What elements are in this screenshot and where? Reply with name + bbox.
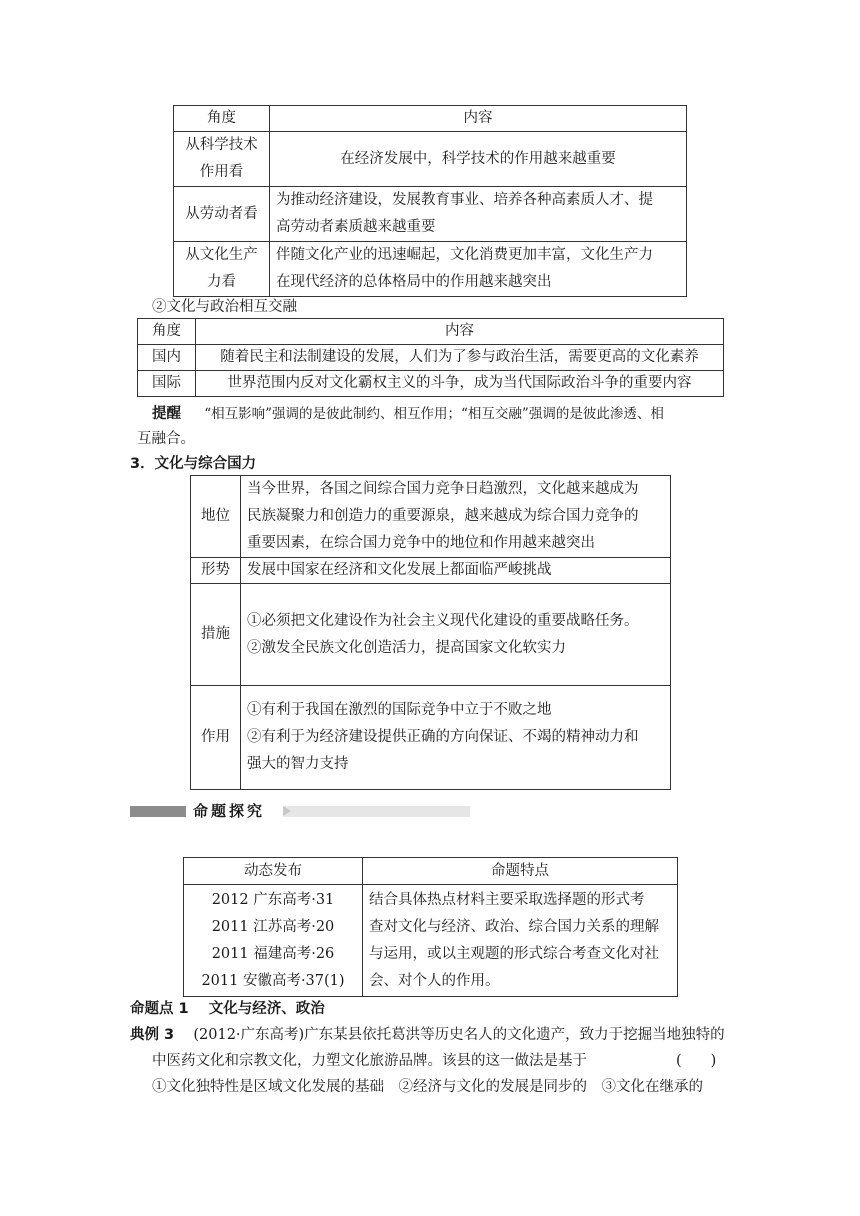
section-heading: 命题探究 — [193, 802, 266, 820]
section-title-culture-national-power: 3．文化与综合国力 — [130, 456, 257, 472]
table-cell-angle: 从科学技术 作用看 — [174, 132, 270, 187]
section-bar-decoration — [283, 806, 470, 817]
table-cell-label: 作用 — [191, 686, 241, 790]
table-cell-label: 措施 — [191, 584, 241, 686]
table-cell-content: ①有利于我国在激烈的国际竞争中立于不败之地 ②有利于为经济建设提供正确的方向保证、不竭的精神动力和 强大的智力支持 — [241, 686, 671, 790]
table-cell-content: 随着民主和法制建设的发展，人们为了参与政治生活，需要更高的文化素养 — [196, 345, 724, 371]
table-cell-label: 地位 — [191, 476, 241, 558]
table-header-cell: 内容 — [196, 319, 724, 345]
example-line-3: ①文化独特性是区域文化发展的基础 ②经济与文化的发展是同步的 ③文化在继承的 — [152, 1079, 703, 1095]
exam-analysis-table — [183, 857, 678, 997]
table-cell-angle: 国际 — [138, 371, 196, 397]
proposition-point-title: 文化与经济、政治 — [208, 1001, 325, 1017]
proposition-point-heading — [130, 998, 325, 1020]
reminder-label: 提醒 — [152, 406, 181, 422]
table-cell-features: 结合具体热点材料主要采取选择题的形式考 查对文化与经济、政治、综合国力关系的理解 与运用，或以主观题的形式综合考查文化对社 会、对个人的作用。 — [363, 885, 678, 997]
example-text: (2012·广东高考)广东某县依托葛洪等历史名人的文化遗产，致力于挖掘当地独特的 — [193, 1027, 725, 1043]
subheading-culture-politics: ②文化与政治相互交融 — [152, 299, 297, 315]
culture-economy-table — [173, 105, 687, 297]
reminder-text: “相互影响”强调的是彼此制约、相互作用；“相互交融”强调的是彼此渗透、相 — [204, 406, 664, 422]
table-header-cell: 角度 — [138, 319, 196, 345]
answer-bracket: ( ) — [676, 1053, 717, 1069]
table-cell-content: 伴随文化产业的迅速崛起，文化消费更加丰富，文化生产力 在现代经济的总体格局中的作用越来越突出 — [270, 242, 687, 297]
table-cell-content: 在经济发展中，科学技术的作用越来越重要 — [270, 132, 687, 187]
table-header-cell: 动态发布 — [184, 858, 363, 885]
table-header-cell: 命题特点 — [363, 858, 678, 885]
table-header-cell: 角度 — [174, 106, 270, 132]
table-cell-content: 为推动经济建设，发展教育事业、培养各种高素质人才、提 高劳动者素质越来越重要 — [270, 187, 687, 242]
table-cell-label: 形势 — [191, 558, 241, 584]
culture-politics-table — [137, 318, 724, 397]
table-cell-sources: 2012 广东高考·31 2011 江苏高考·20 2011 福建高考·26 2011 安徽高考·37(1) — [184, 885, 363, 997]
culture-national-power-table — [190, 475, 671, 790]
table-header-cell: 内容 — [270, 106, 687, 132]
proposition-point-label: 命题点 1 — [130, 1001, 189, 1017]
reminder-line-2: 互融合。 — [137, 431, 195, 447]
table-cell-content: 世界范围内反对文化霸权主义的斗争，成为当代国际政治斗争的重要内容 — [196, 371, 724, 397]
example-line-2: 中医药文化和宗教文化，力塑文化旅游品牌。该县的这一做法是基于 — [152, 1053, 587, 1069]
table-cell-content: 发展中国家在经济和文化发展上都面临严峻挑战 — [241, 558, 671, 584]
table-cell-angle: 从劳动者看 — [174, 187, 270, 242]
table-cell-angle: 国内 — [138, 345, 196, 371]
example-line-1 — [130, 1024, 725, 1046]
section-bar-arrow — [283, 806, 291, 816]
section-bar-decoration — [130, 806, 186, 817]
table-cell-content: ①必须把文化建设作为社会主义现代化建设的重要战略任务。 ②激发全民族文化创造活力，提高国家文化软实力 — [241, 584, 671, 686]
table-cell-angle: 从文化生产 力看 — [174, 242, 270, 297]
table-cell-content: 当今世界，各国之间综合国力竞争日趋激烈，文化越来越成为 民族凝聚力和创造力的重要源泉，越来越成为综合国力竞争的 重要因素，在综合国力竞争中的地位和作用越来越突出 — [241, 476, 671, 558]
example-label: 典例 3 — [130, 1027, 175, 1043]
reminder-line-1 — [152, 403, 664, 425]
